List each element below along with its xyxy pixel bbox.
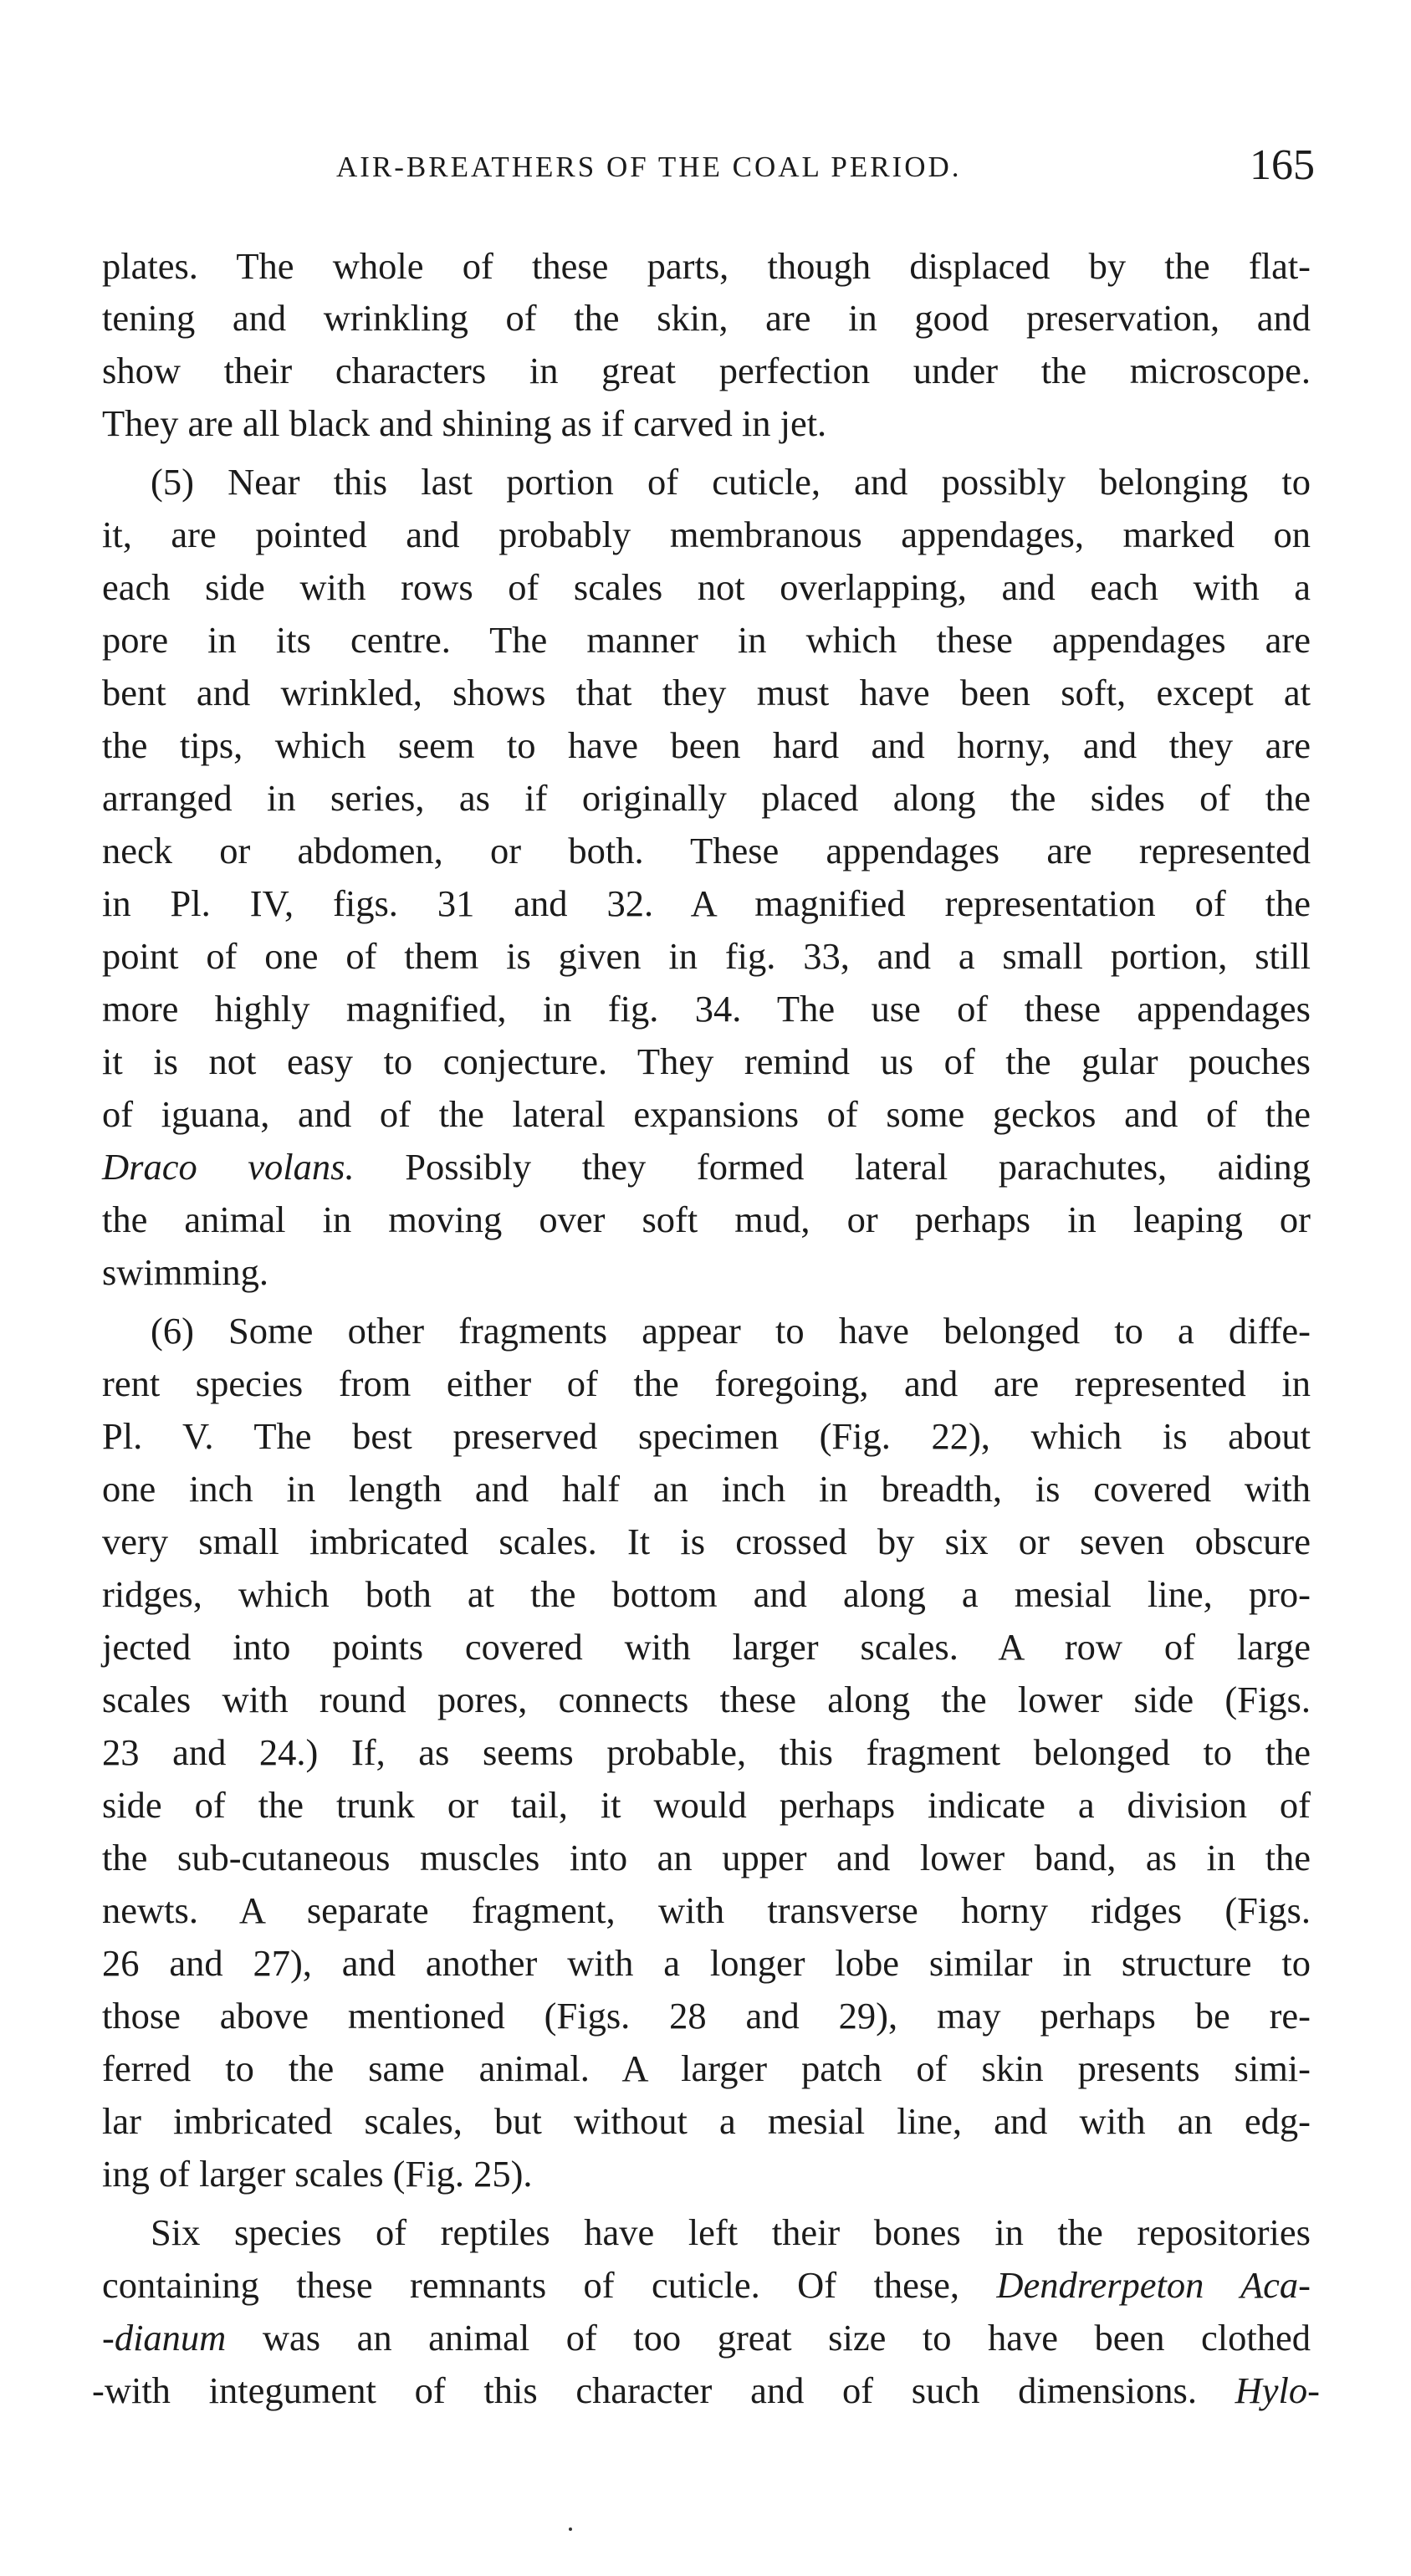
text-line: bent and wrinkled, shows that they must have been soft, except at	[102, 672, 1311, 713]
text-line: of iguana, and of the lateral expansions of some geckos and of the	[102, 1093, 1311, 1135]
text-run: containing these remnants of cuticle. Of these,	[102, 2264, 960, 2306]
taxon-name: Draco volans.	[102, 1146, 355, 1188]
text-line: jected into points covered with larger scales. A row of large	[102, 1626, 1311, 1668]
text-run: Possibly they formed lateral parachutes, aiding	[354, 1146, 1311, 1188]
taxon-name: Hylo-	[1235, 2369, 1320, 2411]
text-line: pore in its centre. The manner in which these appendages are	[102, 619, 1311, 661]
text-line: in Pl. IV, figs. 31 and 32. A magnified representation of the	[102, 882, 1311, 924]
text-line: side of the trunk or tail, it would perhaps indicate a division of	[102, 1784, 1311, 1826]
text-line: (5) Near this last portion of cuticle, and possibly belonging to	[151, 461, 1311, 503]
text-line: neck or abdomen, or both. These appendages are represented	[102, 830, 1311, 871]
running-title: AIR-BREATHERS OF THE COAL PERIOD.	[336, 151, 962, 183]
text-line	[92, 2367, 1320, 2414]
text-line: the tips, which seem to have been hard and horny, and they are	[102, 724, 1311, 766]
text-line: tening and wrinkling of the skin, are in good preservation, and	[102, 297, 1311, 339]
text-line: it is not easy to conjecture. They remind us of the gular pouches	[102, 1040, 1311, 1082]
text-line: lar imbricated scales, but without a mesial line, and with an edg-	[102, 2100, 1311, 2142]
taxon-name: -dianum	[102, 2317, 227, 2359]
text-line: swimming.	[102, 1251, 269, 1293]
text-line: ferred to the same animal. A larger patch of skin presents simi-	[102, 2047, 1311, 2089]
text-line: one inch in length and half an inch in breadth, is covered with	[102, 1468, 1311, 1510]
running-head	[102, 141, 1315, 191]
text-line	[102, 2314, 1311, 2361]
taxon-name: Dendrerpeton Aca-	[996, 2264, 1311, 2306]
text-line: rent species from either of the foregoing, and are represented in	[102, 1362, 1311, 1404]
text-line: the sub-cutaneous muscles into an upper and lower band, as in the	[102, 1837, 1311, 1878]
text-line: They are all black and shining as if carved in jet.	[102, 402, 827, 444]
text-run: was an animal of too great size to have been clothed	[262, 2317, 1311, 2359]
text-line: it, are pointed and probably membranous appendages, marked on	[102, 514, 1311, 555]
text-line: plates. The whole of these parts, though displaced by the flat-	[102, 245, 1311, 287]
text-line	[102, 1143, 1311, 1190]
text-line: arranged in series, as if originally placed along the sides of the	[102, 777, 1311, 819]
text-line: newts. A separate fragment, with transverse horny ridges (Figs.	[102, 1889, 1311, 1931]
text-line: Pl. V. The best preserved specimen (Fig. 22), which is about	[102, 1415, 1311, 1457]
text-line: 23 and 24.) If, as seems probable, this fragment belonged to the	[102, 1731, 1311, 1773]
text-line: the animal in moving over soft mud, or perhaps in leaping or	[102, 1199, 1311, 1240]
text-line: more highly magnified, in fig. 34. The use of these appendages	[102, 988, 1311, 1030]
text-line: 26 and 27), and another with a longer lobe similar in structure to	[102, 1942, 1311, 1984]
text-line: (6) Some other fragments appear to have belonged to a diffe-	[151, 1310, 1311, 1352]
text-line: very small imbricated scales. It is crossed by six or seven obscure	[102, 1521, 1311, 1562]
text-line: Six species of reptiles have left their bones in the repositories	[151, 2211, 1311, 2253]
text-line: those above mentioned (Figs. 28 and 29), may perhaps be re-	[102, 1995, 1311, 2037]
text-line: point of one of them is given in fig. 33, and a small portion, still	[102, 935, 1311, 977]
text-line: show their characters in great perfection under the microscope.	[102, 350, 1311, 391]
text-run: -with integument of this character and of such dimensions.	[92, 2369, 1197, 2411]
text-line: ing of larger scales (Fig. 25).	[102, 2153, 533, 2195]
page-number: 165	[1250, 141, 1315, 189]
text-line: ridges, which both at the bottom and along a mesial line, pro-	[102, 1573, 1311, 1615]
stray-mark	[569, 2527, 572, 2531]
text-line	[102, 2262, 1311, 2308]
text-line: each side with rows of scales not overlapping, and each with a	[102, 566, 1311, 608]
text-line: scales with round pores, connects these along the lower side (Figs.	[102, 1679, 1311, 1720]
